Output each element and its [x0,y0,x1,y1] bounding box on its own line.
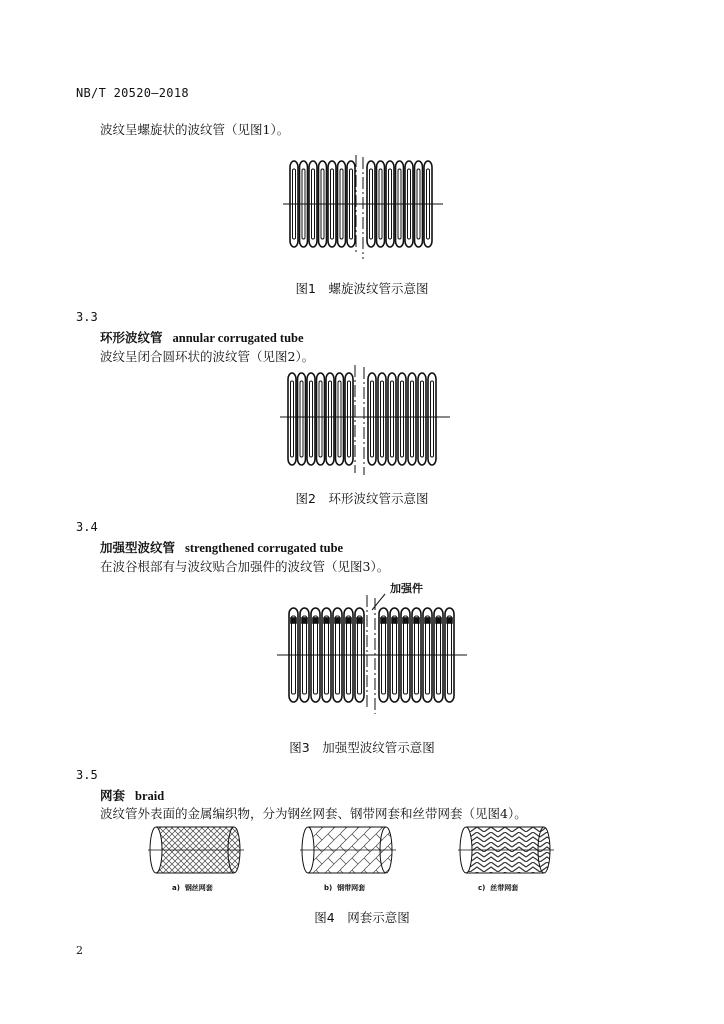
sec32-continuation: 波纹呈螺旋状的波纹管（见图1）。 [100,122,290,137]
corrugation-ring [378,373,386,465]
corrugation-inner [348,381,351,457]
corrugation-ring [408,373,416,465]
corrugation-inner [371,381,374,457]
corrugation-ring [418,373,426,465]
reinforcement-ring [436,618,441,623]
corrugation-inner [291,381,294,457]
sub-label: 钢带网套 [337,884,366,892]
reinforcement-ring [313,618,318,623]
figure-1-caption: 图1 螺旋波纹管示意图 [295,281,429,296]
braid-a-steel-wire [148,827,244,873]
reinforcement-ring [414,618,419,623]
section-3-5-number: 3.5 [76,768,98,782]
sub-tag: b) [324,884,333,892]
corrugation-ring [428,373,436,465]
figure-4-caption: 图4 网套示意图 [314,910,410,925]
section-3-5-definition: 波纹管外表面的金属编织物，分为钢丝网套、钢带网套和丝带网套（见图4）。 [100,806,527,821]
corrugation-ring [326,373,334,465]
corrugation-ring [298,373,306,465]
corrugation-inner [338,381,341,457]
figure-3-caption: 图3 加强型波纹管示意图 [289,740,435,755]
reinforcement-ring [447,618,452,623]
section-3-3-term [100,328,304,346]
term-chinese: 加强型波纹管 [100,540,176,555]
figure-4-braid-illustrations [148,822,568,882]
reinforcement-ring [302,618,307,623]
corrugation-ring [307,373,315,465]
sub-tag: a) [172,884,180,892]
figure-3-reinforcement-label: 加强件 [390,582,423,595]
term-chinese: 环形波纹管 [100,330,163,345]
section-3-4-definition: 在波谷根部有与波纹贴合加强件的波纹管（见图3）。 [100,559,390,574]
reinforcement-ring [291,618,296,623]
corrugation-ring [317,373,325,465]
corrugation-ring [398,373,406,465]
section-3-5-term [100,786,164,804]
corrugation-inner [319,381,322,457]
braid-b-label [324,883,365,893]
page-number: 2 [76,944,83,957]
section-3-3-definition: 波纹呈闭合圆环状的波纹管（见图2）。 [100,349,315,364]
section-3-4-number: 3.4 [76,520,98,534]
corrugation-inner [411,381,414,457]
term-english: strengthened corrugated tube [185,541,344,555]
corrugation-inner [381,381,384,457]
section-3-4-term [100,538,343,556]
figure-2-caption: 图2 环形波纹管示意图 [295,491,429,506]
reinforcement-ring [357,618,362,623]
reinforcement-ring [346,618,351,623]
corrugation-inner [329,381,332,457]
sub-label: 丝带网套 [490,884,519,892]
figure-2-annular-tube [280,365,450,475]
figure-3-strengthened-tube [277,590,467,715]
corrugation-ring [336,373,344,465]
corrugation-inner [391,381,394,457]
corrugation-ring [368,373,376,465]
reinforcement-ring [425,618,430,623]
braid-c-ribbon [458,827,554,873]
term-chinese: 网套 [100,788,126,803]
corrugation-ring [345,373,353,465]
reinforcement-ring [324,618,329,623]
reinforcement-ring [392,618,397,623]
corrugation-ring [288,373,296,465]
reinforcement-ring [381,618,386,623]
braid-a-label [172,883,213,893]
section-3-3-number: 3.3 [76,310,98,324]
term-english: annular corrugated tube [172,331,304,345]
figure-1-spiral-tube [283,155,443,265]
corrugation-inner [421,381,424,457]
corrugation-inner [310,381,313,457]
term-english: braid [135,789,165,803]
corrugation-inner [300,381,303,457]
corrugation-inner [401,381,404,457]
braid-b-steel-strip [300,827,396,873]
standard-number-header: NB/T 20520—2018 [76,86,189,100]
braid-c-label [478,883,518,893]
reinforcement-ring [335,618,340,623]
sub-label: 钢丝网套 [184,884,213,892]
corrugation-ring [388,373,396,465]
reinforcement-ring [403,618,408,623]
sub-tag: c) [478,884,486,892]
corrugation-inner [431,381,434,457]
